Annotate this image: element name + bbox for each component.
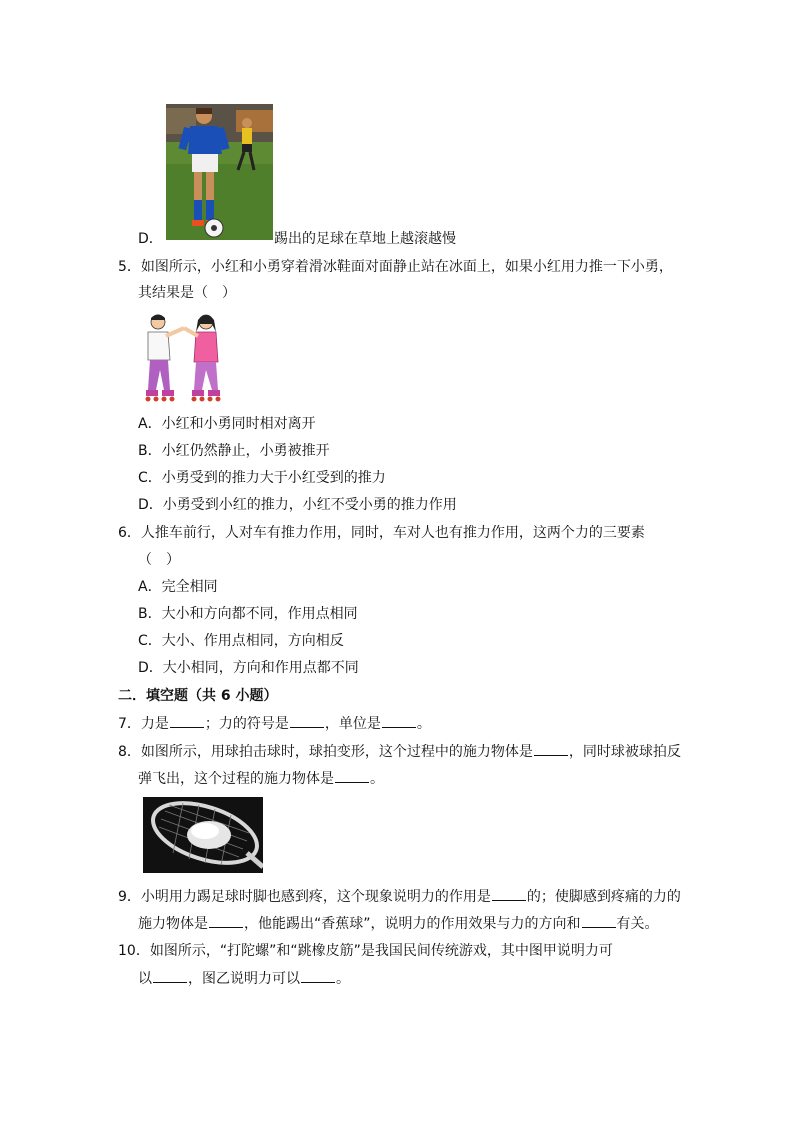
q9-part4: ，他能踢出“香蕉球”，说明力的作用效果与力的方向和 — [244, 916, 581, 932]
q8-line1 — [118, 741, 681, 762]
answer-blank[interactable] — [335, 768, 369, 783]
q6-option-c: C．大小、作用点相同，方向相反 — [138, 633, 344, 649]
answer-blank[interactable] — [170, 713, 204, 728]
answer-blank[interactable] — [382, 713, 416, 728]
answer-blank[interactable] — [209, 913, 243, 928]
q10-part2: ，图乙说明力可以 — [188, 971, 300, 987]
q5-stem-line2: 其结果是（ ） — [138, 285, 236, 301]
q7-part1: 7．力是 — [118, 716, 169, 732]
q10-line2 — [138, 968, 350, 989]
q5-option-a: A．小红和小勇同时相对离开 — [138, 416, 316, 432]
q5-option-b: B．小红仍然静止，小勇被推开 — [138, 443, 330, 459]
q4-option-d — [138, 229, 275, 249]
answer-blank[interactable] — [534, 741, 568, 756]
q9-line1 — [118, 886, 681, 907]
skaters-illustration — [140, 310, 228, 406]
answer-blank[interactable] — [492, 886, 526, 901]
q10-line1: 10．如图所示，“打陀螺”和“跳橡皮筋”是我国民间传统游戏，其中图甲说明力可 — [118, 943, 613, 959]
answer-blank[interactable] — [153, 968, 187, 983]
q5-stem-line1: 5．如图所示，小红和小勇穿着滑冰鞋面对面静止站在冰面上，如果小红用力推一下小勇， — [118, 259, 673, 275]
q7-part4: 。 — [416, 716, 431, 732]
q7-line — [118, 713, 431, 734]
q6-option-b: B．大小和方向都不同，作用点相同 — [138, 606, 358, 622]
q10-part1: 以 — [138, 971, 152, 987]
q6-stem-line1: 6．人推车前行，人对车有推力作用，同时，车对人也有推力作用，这两个力的三要素 — [118, 525, 645, 541]
q7-part2: ；力的符号是 — [204, 716, 289, 732]
section2-title: 二．填空题（共 6 小题） — [118, 688, 278, 704]
q4-option-d-label: D． — [138, 231, 163, 247]
q10-part3: 。 — [336, 971, 350, 987]
q8-line2 — [138, 768, 384, 789]
racket-ball-photo — [143, 797, 263, 873]
soccer-photo — [166, 104, 273, 240]
q9-part2: 的；使脚感到疼痛的力的 — [526, 889, 681, 905]
answer-blank[interactable] — [301, 968, 335, 983]
q8-part3: 弹飞出，这个过程的施力物体是 — [138, 771, 334, 787]
q9-part3: 施力物体是 — [138, 916, 208, 932]
q8-part2: ，同时球被球拍反 — [568, 744, 681, 760]
q5-option-c: C．小勇受到的推力大于小红受到的推力 — [138, 470, 386, 486]
q9-part1: 9．小明用力踢足球时脚也感到疼，这个现象说明力的作用是 — [118, 889, 491, 905]
q6-stem-line2: （ ） — [138, 552, 180, 568]
q5-option-d: D．小勇受到小红的推力，小红不受小勇的推力作用 — [138, 497, 457, 513]
q9-part5: 有关。 — [616, 916, 659, 932]
answer-blank[interactable] — [290, 713, 324, 728]
q9-line2 — [138, 913, 659, 934]
q6-option-a: A．完全相同 — [138, 579, 218, 595]
q8-part1: 8．如图所示，用球拍击球时，球拍变形，这个过程中的施力物体是 — [118, 744, 533, 760]
answer-blank[interactable] — [582, 913, 616, 928]
q8-part4: 。 — [370, 771, 384, 787]
q7-part3: ，单位是 — [324, 716, 381, 732]
q4-option-d-text: 踢出的足球在草地上越滚越慢 — [274, 231, 456, 247]
q6-option-d: D．大小相同，方向和作用点都不同 — [138, 660, 359, 676]
